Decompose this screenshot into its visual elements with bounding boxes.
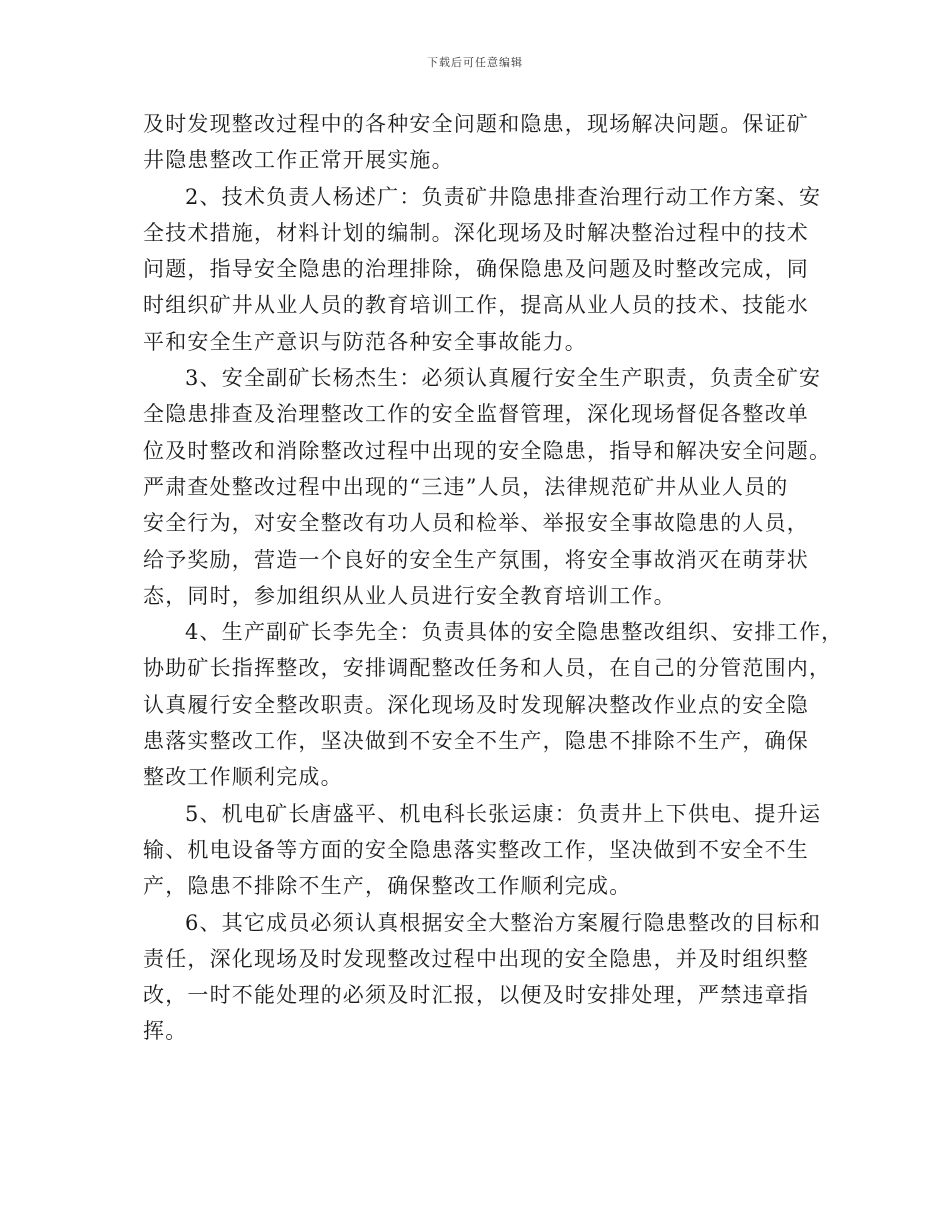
paragraph-line: 态，同时，参加组织从业人员进行安全教育培训工作。 [143,583,676,608]
paragraph-line: 挥。 [143,1019,188,1044]
paragraph-production-deputy [143,614,844,795]
paragraph-line: 2、技术负责人杨述广：负责矿井隐患排查治理行动工作方案、安 [185,184,822,209]
paragraph-line: 5、机电矿长唐盛平、机电科长张运康：负责井上下供电、提升运 [185,801,822,826]
paragraph-line: 时组织矿井从业人员的教育培训工作，提高从业人员的技术、技能水 [143,293,809,318]
paragraph-line: 4、生产副矿长李先全：负责具体的安全隐患整改组织、安排工作， [185,620,844,645]
paragraph-line: 协助矿长指挥整改，安排调配整改任务和人员，在自己的分管范围内， [143,656,832,681]
paragraph-line: 产，隐患不排除不生产，确保整改工作顺利完成。 [143,874,632,899]
document-body [143,106,844,1050]
paragraph-line: 改，一时不能处理的必须及时汇报，以便及时安排处理，严禁违章指 [143,983,809,1008]
paragraph-safety-deputy [143,360,832,614]
paragraph-line: 输、机电设备等方面的安全隐患落实整改工作，坚决做到不安全不生 [143,837,809,862]
paragraph-line: 井隐患整改工作正常开展实施。 [143,148,454,173]
paragraph-line: 6、其它成员必须认真根据安全大整治方案履行隐患整改的目标和 [185,910,822,935]
paragraph-line: 给予奖励，营造一个良好的安全生产氛围，将安全事故消灭在萌芽状 [143,547,809,572]
paragraph-line: 患落实整改工作，坚决做到不安全不生产，隐患不排除不生产，确保 [143,729,809,754]
paragraph-line: 责任，深化现场及时发现整改过程中出现的安全隐患，并及时组织整 [143,946,809,971]
paragraph-line: 严肃查处整改过程中出现的“三违”人员，法律规范矿井从业人员的 [143,474,789,499]
paragraph-line: 安全行为，对安全整改有功人员和检举、举报安全事故隐患的人员， [143,511,809,536]
paragraph-line: 整改工作顺利完成。 [143,765,343,790]
paragraph-line: 及时发现整改过程中的各种安全问题和隐患，现场解决问题。保证矿 [143,112,809,136]
paragraph-line: 认真履行安全整改职责。深化现场及时发现解决整改作业点的安全隐 [143,692,809,717]
paragraph-line: 全隐患排查及治理整改工作的安全监督管理，深化现场督促各整改单 [143,402,809,427]
page-header: 下载后可任意编辑 [427,56,523,69]
paragraph-technical-lead [143,179,822,360]
paragraph-line: 位及时整改和消除整改过程中出现的安全隐患，指导和解决安全问题。 [143,438,832,463]
paragraph [143,106,818,179]
paragraph-electromechanical [143,796,822,905]
paragraph-line: 全技术措施，材料计划的编制。深化现场及时解决整治过程中的技术 [143,220,809,245]
paragraph-other-members [143,905,822,1050]
paragraph-line: 3、安全副矿长杨杰生：必须认真履行安全生产职责，负责全矿安 [185,366,822,391]
paragraph-line: 问题，指导安全隐患的治理排除，确保隐患及问题及时整改完成，同 [143,257,809,282]
paragraph-line: 平和安全生产意识与防范各种安全事故能力。 [143,329,587,354]
